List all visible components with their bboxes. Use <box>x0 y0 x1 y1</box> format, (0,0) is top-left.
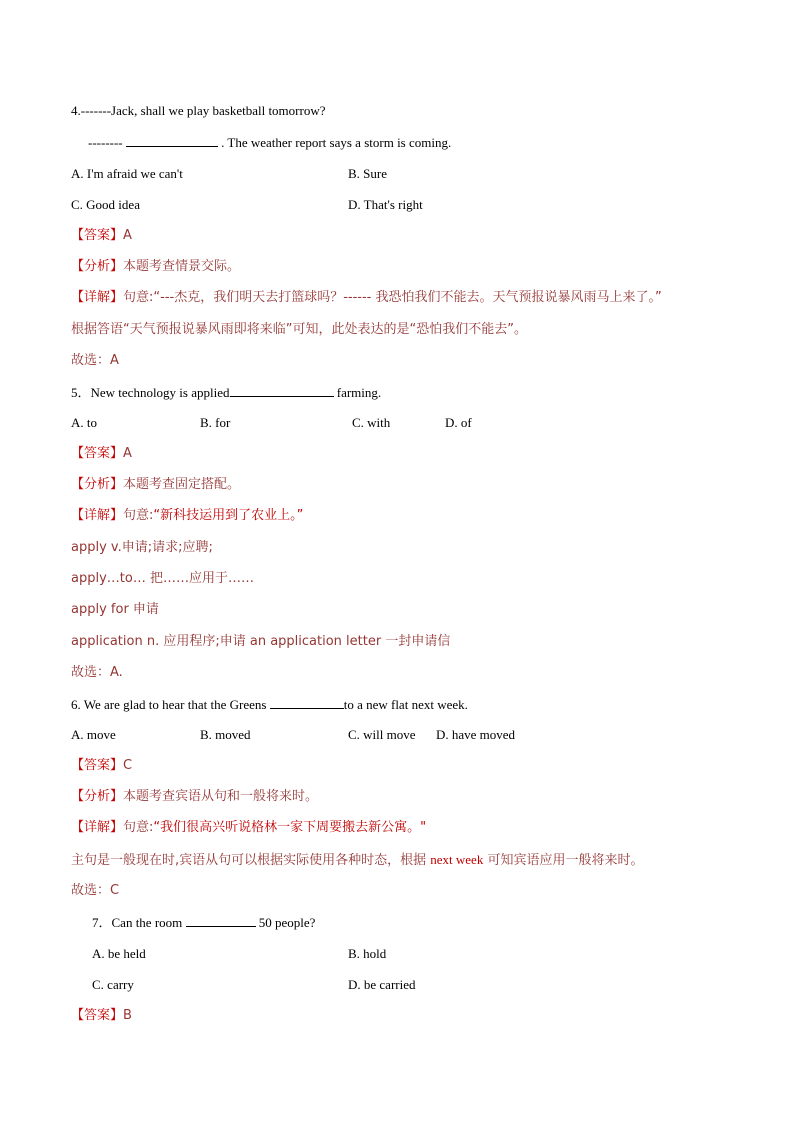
q6-option-c: C. will move <box>348 727 416 742</box>
answer-value: C <box>123 758 133 773</box>
q6-detail-2-keyword: next week <box>430 852 484 867</box>
q5-option-a: A. to <box>71 415 97 430</box>
analysis-tag: 【分析】 <box>71 259 124 274</box>
q5-note-4: application n. 应用程序;申请 an application letter 一封申请信 <box>71 634 451 649</box>
q4-detail-2: 根据答语“天气预报说暴风雨即将来临”可知，此处表达的是“恐怕我们不能去”。 <box>71 322 527 337</box>
q6-blank <box>270 696 344 709</box>
q7-stem-prefix: 7．Can the room <box>92 915 183 930</box>
q5-choice: 故选：A. <box>71 665 123 680</box>
q6-stem-suffix: to a new flat next week. <box>343 697 468 712</box>
q6-analysis <box>71 789 318 805</box>
q4-option-a: A. I'm afraid we can't <box>71 166 183 181</box>
q4-option-b: B. Sure <box>348 166 387 181</box>
q5-answer <box>71 446 132 462</box>
q7-blank <box>186 914 256 927</box>
q6-detail-2-part-a: 主句是一般现在时,宾语从句可以根据实际使用各种时态，根据 <box>71 853 431 868</box>
analysis-tag: 【分析】 <box>71 789 124 804</box>
q7-option-a: A. be held <box>92 946 146 961</box>
q6-detail-2-part-c: 可知宾语应用一般将来时。 <box>483 853 644 868</box>
q6-option-d: D. have moved <box>436 727 516 742</box>
analysis-text: 本题考查固定搭配。 <box>123 477 241 492</box>
q5-option-d: D. of <box>445 415 472 430</box>
answer-tag: 【答案】 <box>71 758 124 773</box>
q5-option-c: C. with <box>352 415 391 430</box>
q5-note-3: apply for 申请 <box>71 602 159 617</box>
q7-answer <box>71 1008 132 1024</box>
q4-option-d: D. That's right <box>348 197 423 212</box>
q5-blank <box>230 384 334 397</box>
q5-detail <box>71 508 303 524</box>
q5-analysis <box>71 477 240 493</box>
answer-tag: 【答案】 <box>71 1008 124 1023</box>
q4-stem: 4.-------Jack, shall we play basketball tomorrow? <box>71 103 326 118</box>
detail-text: “新科技运用到了农业上。” <box>153 508 304 523</box>
q6-stem <box>71 696 468 713</box>
q7-stem <box>92 914 315 931</box>
q5-stem-suffix: farming. <box>333 385 382 400</box>
q5-note-2: apply…to… 把……应用于…… <box>71 571 254 586</box>
q4-reply <box>88 134 451 151</box>
q4-option-c: C. Good idea <box>71 197 140 212</box>
detail-label: 句意: <box>123 820 154 835</box>
q4-reply-suffix: . The weather report says a storm is coming. <box>221 135 452 150</box>
detail-text: “我们很高兴听说格林一家下周要搬去新公寓。" <box>153 820 427 835</box>
q4-detail <box>71 290 662 306</box>
answer-tag: 【答案】 <box>71 228 124 243</box>
q4-blank <box>126 134 218 147</box>
detail-tag: 【详解】 <box>71 820 124 835</box>
detail-label: 句意: <box>123 508 154 523</box>
q4-choice: 故选：A <box>71 353 119 368</box>
detail-tag: 【详解】 <box>71 290 124 305</box>
q6-stem-prefix: 6. We are glad to hear that the Greens <box>71 697 267 712</box>
q7-option-b: B. hold <box>348 946 387 961</box>
q4-reply-prefix: -------- <box>88 135 123 150</box>
analysis-text: 本题考查情景交际。 <box>123 259 241 274</box>
q5-stem <box>71 384 381 401</box>
q6-option-b: B. moved <box>200 727 251 742</box>
q7-stem-suffix: 50 people? <box>258 915 316 930</box>
answer-value: A <box>123 228 132 243</box>
q4-answer <box>71 228 132 244</box>
detail-tag: 【详解】 <box>71 508 124 523</box>
answer-value: B <box>123 1008 132 1023</box>
detail-label: 句意: <box>123 290 154 305</box>
q6-choice: 故选：C <box>71 883 120 898</box>
q6-option-a: A. move <box>71 727 116 742</box>
analysis-text: 本题考查宾语从句和一般将来时。 <box>123 789 319 804</box>
q6-detail <box>71 820 426 836</box>
analysis-tag: 【分析】 <box>71 477 124 492</box>
detail-text: “---杰克，我们明天去打篮球吗？------ 我恐怕我们不能去。天气预报说暴风雨马上来了。” <box>153 290 662 305</box>
q6-answer <box>71 758 132 774</box>
answer-tag: 【答案】 <box>71 446 124 461</box>
q5-note-1: apply v.申请;请求;应聘; <box>71 540 213 555</box>
q5-option-b: B. for <box>200 415 231 430</box>
q5-stem-prefix: 5．New technology is applied <box>71 385 230 400</box>
answer-value: A <box>123 446 132 461</box>
q4-analysis <box>71 259 240 275</box>
q6-detail-2 <box>71 852 643 869</box>
q7-option-d: D. be carried <box>348 977 416 992</box>
q7-option-c: C. carry <box>92 977 134 992</box>
